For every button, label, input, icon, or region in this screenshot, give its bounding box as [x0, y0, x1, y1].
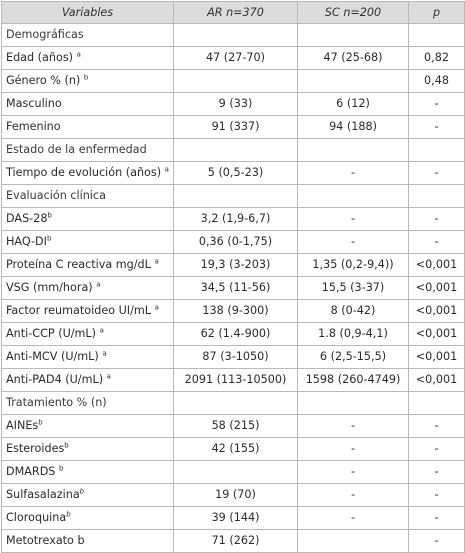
variable-label: Anti-PAD4 (U/mL): [6, 373, 104, 386]
section-row: [2, 185, 465, 208]
p-cell: 0,82: [409, 47, 465, 70]
section-row: [2, 139, 465, 162]
p-cell: -: [409, 162, 465, 185]
p-cell: -: [409, 208, 465, 231]
table-row: [2, 231, 465, 254]
sc-cell: -: [298, 438, 409, 461]
section-label: [2, 24, 174, 47]
p-cell: -: [409, 438, 465, 461]
ar-cell: 47 (27-70): [174, 47, 298, 70]
sc-cell: 94 (188): [298, 116, 409, 139]
table-row: [2, 208, 465, 231]
table-row: [2, 346, 465, 369]
variable-label: AINEs: [6, 419, 39, 432]
footnote-marker: a: [154, 303, 159, 312]
variable-cell: [2, 254, 174, 277]
footnote-marker: b: [46, 234, 52, 243]
section-label: [2, 139, 174, 162]
header-ar: AR n=370: [174, 2, 298, 24]
footnote-marker: a: [96, 280, 101, 289]
variable-label: Sulfasalazina: [6, 488, 80, 501]
variable-cell: [2, 438, 174, 461]
p-cell: 0,48: [409, 70, 465, 93]
footnote-marker: b: [64, 441, 69, 450]
p-cell: <0,001: [409, 323, 465, 346]
header-variables: Variables: [2, 2, 174, 24]
variable-cell: [2, 530, 174, 553]
header-p: p: [409, 2, 465, 24]
p-cell: <0,001: [409, 346, 465, 369]
ar-cell: [174, 24, 298, 47]
sc-cell: [298, 24, 409, 47]
sc-cell: 8 (0-42): [298, 300, 409, 323]
variable-cell: [2, 116, 174, 139]
footnote-marker: b: [83, 73, 89, 82]
variable-cell: [2, 231, 174, 254]
sc-cell: 1.8 (0,9-4,1): [298, 323, 409, 346]
ar-cell: 71 (262): [174, 530, 298, 553]
footnote-marker: b: [79, 487, 85, 496]
sc-cell: -: [298, 415, 409, 438]
sc-cell: 6 (12): [298, 93, 409, 116]
ar-cell: 3,2 (1,9-6,7): [174, 208, 298, 231]
sc-cell: -: [298, 162, 409, 185]
variable-cell: [2, 208, 174, 231]
p-cell: -: [409, 507, 465, 530]
table-row: [2, 438, 465, 461]
variable-label: DAS-28: [6, 212, 48, 225]
variable-cell: [2, 300, 174, 323]
ar-cell: 87 (3-1050): [174, 346, 298, 369]
ar-cell: 42 (155): [174, 438, 298, 461]
p-cell: [409, 139, 465, 162]
variable-label: Metotrexato b: [6, 534, 85, 547]
section-row: [2, 392, 465, 415]
ar-cell: 9 (33): [174, 93, 298, 116]
p-cell: -: [409, 461, 465, 484]
variable-cell: [2, 369, 174, 392]
variable-label: Anti-CCP (U/mL): [6, 327, 97, 340]
table-row: [2, 484, 465, 507]
variable-cell: [2, 70, 174, 93]
variable-cell: [2, 346, 174, 369]
p-cell: -: [409, 415, 465, 438]
table-row: [2, 323, 465, 346]
sc-cell: [298, 139, 409, 162]
footnote-marker: b: [47, 211, 52, 220]
table-row: [2, 300, 465, 323]
footnote-marker: b: [58, 464, 64, 473]
sc-cell: -: [298, 231, 409, 254]
variable-label: Tiempo de evolución (años): [6, 166, 162, 179]
variable-cell: [2, 277, 174, 300]
p-cell: <0,001: [409, 369, 465, 392]
ar-cell: [174, 392, 298, 415]
variable-cell: [2, 507, 174, 530]
p-cell: -: [409, 116, 465, 139]
footnote-marker: a: [76, 50, 81, 59]
footnote-marker: a: [164, 165, 169, 174]
variable-label: Femenino: [6, 120, 61, 133]
variable-label: Género % (n): [6, 74, 81, 87]
ar-cell: 58 (215): [174, 415, 298, 438]
sc-cell: [298, 185, 409, 208]
ar-cell: [174, 139, 298, 162]
table-header-row: [2, 2, 465, 24]
section-row: [2, 24, 465, 47]
variable-label: Demográficas: [6, 28, 84, 41]
ar-cell: 19,3 (3-203): [174, 254, 298, 277]
p-cell: -: [409, 530, 465, 553]
table-row: [2, 461, 465, 484]
table-row: [2, 93, 465, 116]
sc-cell: 47 (25-68): [298, 47, 409, 70]
variable-cell: [2, 484, 174, 507]
table-body: [2, 24, 465, 553]
variable-cell: [2, 47, 174, 70]
table-row: [2, 415, 465, 438]
variable-label: HAQ-DI: [6, 235, 47, 248]
sc-cell: -: [298, 507, 409, 530]
header-sc: SC n=200: [298, 2, 409, 24]
p-cell: -: [409, 93, 465, 116]
sc-cell: 6 (2,5-15,5): [298, 346, 409, 369]
p-cell: <0,001: [409, 277, 465, 300]
variable-cell: [2, 162, 174, 185]
sc-cell: [298, 70, 409, 93]
p-cell: [409, 185, 465, 208]
sc-cell: -: [298, 484, 409, 507]
variable-label: Esteroides: [6, 442, 65, 455]
table-row: [2, 47, 465, 70]
patient-characteristics-table: [1, 1, 465, 553]
p-cell: [409, 392, 465, 415]
variable-label: Estado de la enfermedad: [6, 143, 147, 156]
section-label: [2, 392, 174, 415]
ar-cell: [174, 185, 298, 208]
footnote-marker: b: [38, 418, 43, 427]
table-row: [2, 369, 465, 392]
variable-label: Edad (años): [6, 51, 74, 64]
footnote-marker: b: [66, 510, 71, 519]
variable-label: Cloroquina: [6, 511, 67, 524]
ar-cell: 91 (337): [174, 116, 298, 139]
p-cell: <0,001: [409, 254, 465, 277]
variable-label: VSG (mm/hora): [6, 281, 93, 294]
table-row: [2, 116, 465, 139]
footnote-marker: a: [102, 349, 107, 358]
sc-cell: 1,35 (0,2-9,4)): [298, 254, 409, 277]
p-cell: [409, 24, 465, 47]
ar-cell: 62 (1.4-900): [174, 323, 298, 346]
sc-cell: -: [298, 208, 409, 231]
ar-cell: 34,5 (11-56): [174, 277, 298, 300]
variable-label: Masculino: [6, 97, 62, 110]
ar-cell: 5 (0,5-23): [174, 162, 298, 185]
p-cell: <0,001: [409, 300, 465, 323]
ar-cell: 2091 (113-10500): [174, 369, 298, 392]
variable-cell: [2, 461, 174, 484]
sc-cell: -: [298, 461, 409, 484]
variable-cell: [2, 323, 174, 346]
ar-cell: [174, 461, 298, 484]
sc-cell: 1598 (260-4749): [298, 369, 409, 392]
table-row: [2, 162, 465, 185]
ar-cell: 0,36 (0-1,75): [174, 231, 298, 254]
variable-label: Anti-MCV (U/mL): [6, 350, 99, 363]
sc-cell: [298, 530, 409, 553]
footnote-marker: a: [154, 257, 159, 266]
table-row: [2, 507, 465, 530]
footnote-marker: a: [99, 326, 104, 335]
table-row: [2, 254, 465, 277]
variable-label: DMARDS: [6, 465, 56, 478]
table-row: [2, 70, 465, 93]
variable-cell: [2, 93, 174, 116]
sc-cell: 15,5 (3-37): [298, 277, 409, 300]
p-cell: -: [409, 484, 465, 507]
ar-cell: 39 (144): [174, 507, 298, 530]
sc-cell: [298, 392, 409, 415]
table-row: [2, 277, 465, 300]
ar-cell: [174, 70, 298, 93]
variable-label: Proteína C reactiva mg/dL: [6, 258, 151, 271]
footnote-marker: a: [106, 372, 111, 381]
p-cell: -: [409, 231, 465, 254]
variable-cell: [2, 415, 174, 438]
section-label: [2, 185, 174, 208]
variable-label: Evaluación clínica: [6, 189, 106, 202]
ar-cell: 138 (9-300): [174, 300, 298, 323]
variable-label: Factor reumatoideo UI/mL: [6, 304, 151, 317]
table-row: [2, 530, 465, 553]
variable-label: Tratamiento % (n): [6, 396, 107, 409]
ar-cell: 19 (70): [174, 484, 298, 507]
